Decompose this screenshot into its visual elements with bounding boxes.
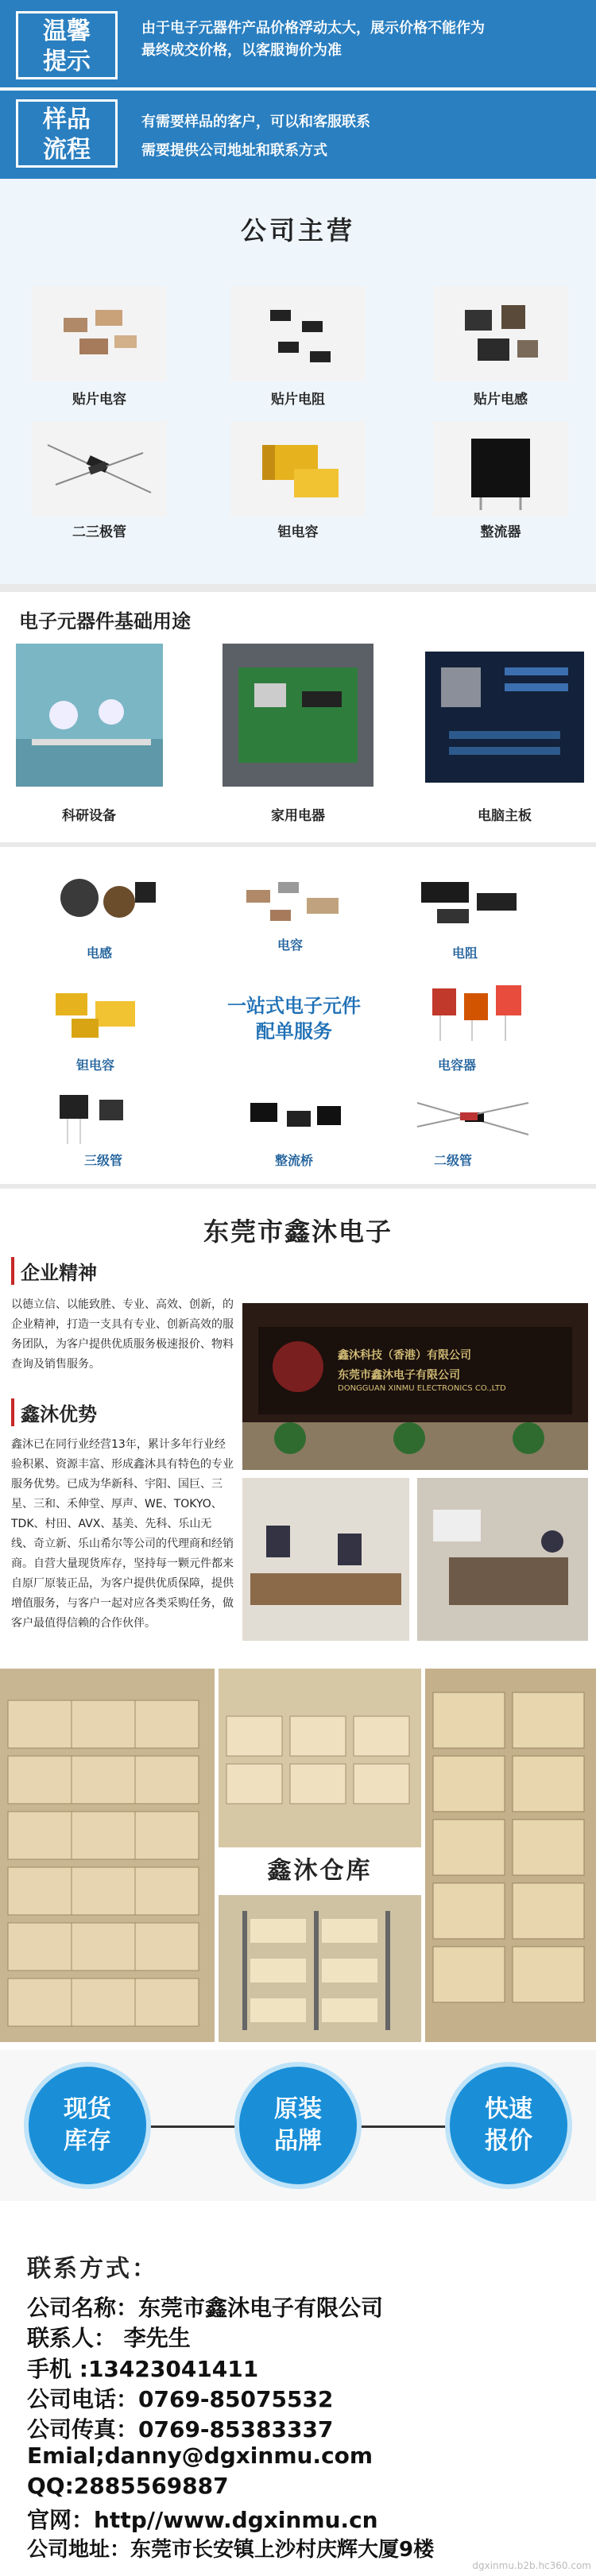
- motherboard-photo: [425, 652, 584, 783]
- main-business-section: [0, 179, 596, 584]
- one-stop-service: [191, 993, 397, 1044]
- warehouse-photo-1: [0, 1669, 215, 2042]
- features-band: [0, 2050, 596, 2201]
- product-label: 整流器: [480, 524, 521, 540]
- office-photo-1: [242, 1478, 409, 1641]
- component-label: 三级管: [83, 1153, 122, 1168]
- company-name-heading: 东莞市鑫沐电子: [203, 1216, 393, 1247]
- component-label: 钽电容: [75, 1058, 114, 1073]
- warehouse-title-box: [219, 1847, 421, 1895]
- tip-text: [141, 17, 485, 62]
- component-label: 电容器: [437, 1058, 476, 1073]
- sign-text-1: 鑫沐科技（香港）有限公司: [338, 1349, 471, 1362]
- component-label: 电感: [86, 946, 112, 961]
- notice-banner: [0, 0, 596, 179]
- home-appliance-photo: [223, 644, 373, 787]
- contact-address: 公司地址：东莞市长安镇上沙村庆辉大厦9楼: [27, 2538, 435, 2562]
- warehouse-photo-3: [425, 1669, 596, 2042]
- service-line1: 一站式电子元件: [227, 995, 361, 1017]
- contact-phone: 公司电话：0769-85075532: [27, 2386, 334, 2412]
- capacitor-red-image: [413, 977, 540, 1045]
- notice-separator: [0, 87, 596, 91]
- rectifier-image: [433, 421, 568, 516]
- smd-capacitor-image: [32, 286, 167, 381]
- tantalum-capacitor-image: [230, 421, 366, 516]
- contact-qq: QQ:2885569887: [27, 2473, 229, 2499]
- tip-text-line2: 最终成交价格，以客服询价为准: [141, 42, 342, 59]
- feature-circle-stock: [24, 2062, 151, 2189]
- contact-person: 联系人： 李先生: [27, 2325, 191, 2351]
- sample-text-line2: 需要提供公司地址和联系方式: [141, 142, 327, 159]
- diode-transistor-image: [32, 421, 167, 516]
- sample-text: [141, 108, 370, 165]
- tip-label-line1: 温馨: [43, 17, 91, 45]
- component-label: 整流桥: [274, 1153, 313, 1168]
- feature-circle-original: [234, 2062, 362, 2189]
- warehouse-title: 鑫沐仓库: [267, 1857, 373, 1885]
- contact-mobile: 手机 :13423041411: [27, 2356, 259, 2382]
- smd-inductor-image: [433, 286, 568, 381]
- tip-badge: [16, 11, 118, 79]
- contact-company: 公司名称：东莞市鑫沐电子有限公司: [27, 2295, 384, 2321]
- capacitor-image: [230, 866, 350, 934]
- sample-label-line1: 样品: [43, 106, 91, 133]
- sign-text-2: 东莞市鑫沐电子有限公司: [338, 1369, 460, 1382]
- contact-fax: 公司传真：0769-85383337: [27, 2416, 334, 2443]
- component-label: 电阻: [451, 946, 478, 961]
- feature-line2: 报价: [485, 2127, 532, 2155]
- application-label: 家用电器: [271, 808, 325, 824]
- feature-line1: 快速: [485, 2095, 532, 2123]
- transistor-image: [44, 1087, 163, 1151]
- sample-badge: [16, 99, 118, 168]
- advantage-heading: 鑫沐优势: [11, 1398, 97, 1426]
- sample-text-line1: 有需要样品的客户，可以和客服联系: [141, 114, 370, 130]
- inductor-image: [48, 866, 167, 934]
- sign-text-3: DONGGUAN XINMU ELECTRONICS CO.,LTD: [338, 1384, 506, 1393]
- spirit-text: 以德立信、以能致胜、专业、高效、创新，的企业精神，打造一支具有专业、创新高效的服务团队，为客户提供优质服务极速报价、物料查询及销售服务。: [11, 1298, 234, 1371]
- resistor-image: [405, 866, 540, 934]
- tip-text-line1: 由于电子元器件产品价格浮动太大，展示价格不能作为: [141, 20, 485, 37]
- product-label: 贴片电容: [72, 392, 126, 408]
- contact-title: 联系方式：: [27, 2255, 158, 2283]
- section-divider: [0, 1184, 596, 1189]
- application-label: 电脑主板: [478, 808, 532, 824]
- warehouse-photo-2: [219, 1669, 421, 1847]
- feature-line1: 现货: [64, 2095, 111, 2123]
- sample-label-line2: 流程: [43, 136, 91, 164]
- product-label: 钽电容: [277, 524, 319, 540]
- feature-line2: 库存: [64, 2127, 111, 2155]
- lab-equipment-photo: [16, 644, 163, 787]
- bridge-rectifier-image: [234, 1095, 354, 1151]
- diode-image: [409, 1087, 536, 1151]
- product-label: 贴片电阻: [271, 392, 325, 408]
- tip-label-line2: 提示: [43, 48, 91, 75]
- watermark: dgxinmu.b2b.hc360.com: [472, 2560, 591, 2571]
- main-business-title: 公司主营: [240, 215, 355, 246]
- feature-line1: 原装: [274, 2095, 322, 2123]
- service-line2: 配单服务: [256, 1020, 332, 1042]
- contact-email[interactable]: Emial;danny@dgxinmu.com: [27, 2443, 373, 2469]
- product-label: 二三极管: [72, 524, 126, 540]
- warehouse-photo-4: [219, 1895, 421, 2042]
- smd-resistor-image: [230, 286, 366, 381]
- application-label: 科研设备: [62, 808, 116, 824]
- component-label: 二级管: [433, 1153, 472, 1168]
- feature-circle-quote: [445, 2062, 572, 2189]
- feature-line2: 品牌: [274, 2127, 322, 2155]
- applications-title: 电子元器件基础用途: [19, 609, 191, 632]
- office-photo-2: [417, 1478, 588, 1641]
- component-label: 电容: [277, 938, 303, 953]
- section-divider: [0, 842, 596, 847]
- advantage-text: 鑫沐已在同行业经营13年，累计多年行业经验积累、资源丰富、形成鑫沐具有特色的专业服务优势。已成为华新科、宇阳、国巨、三星、三和、禾伸堂、厚声、WE、TOKYO、TDK、村田、AVX、基美、先科、乐山无线、奇立新、乐山希尔等公司的代理商和经销商。自营大量现货库存，坚持每一颗元件都来自原厂原装正品，为客户提供优质保障，提供增值服务，与客户一起对应各类采购任务，做客户最值得信赖的合作伙伴。: [11, 1438, 234, 1630]
- spirit-heading: 企业精神: [11, 1257, 97, 1285]
- section-divider: [0, 584, 596, 592]
- tantalum-image: [40, 977, 159, 1045]
- company-sign-photo: [242, 1303, 588, 1470]
- contact-website[interactable]: 官网：http//www.dgxinmu.cn: [27, 2507, 378, 2533]
- product-label: 贴片电感: [474, 392, 528, 408]
